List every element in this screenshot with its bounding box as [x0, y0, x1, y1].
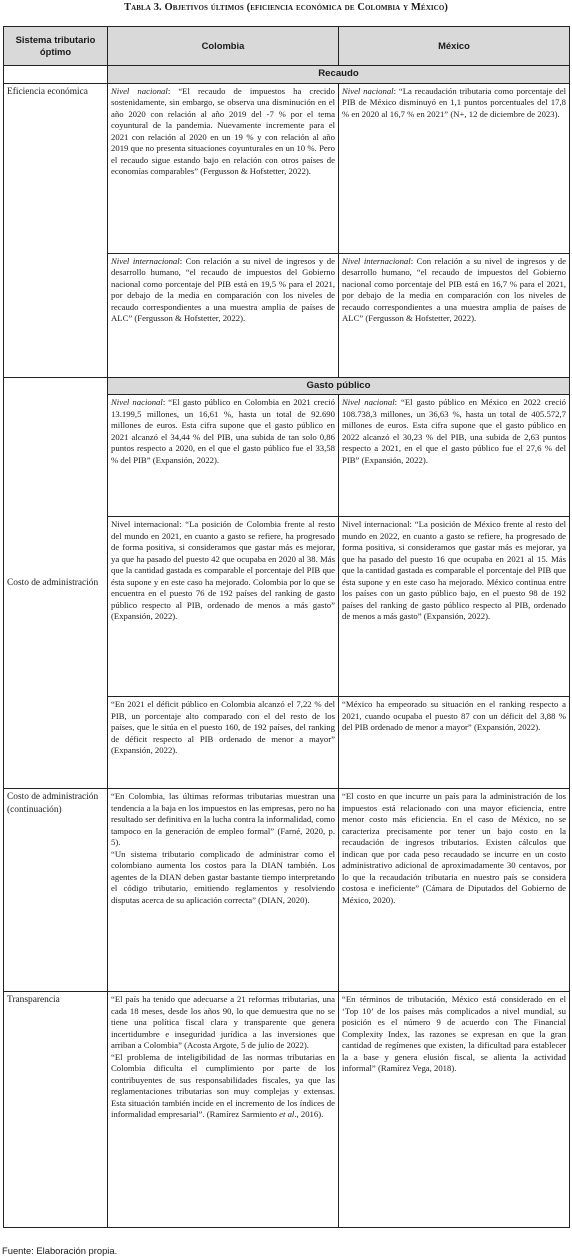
row-label-transparencia: Transparencia	[4, 992, 108, 1228]
section-gasto: Gasto público	[108, 377, 570, 395]
cell-colombia-transparencia	[108, 992, 339, 1228]
cell-mexico-gasto-nacional	[339, 395, 570, 517]
cell-colombia-deficit: “En 2021 el déficit público en Colombia alcanzó el 7,22 % del PIB, un porcentaje alto comparado con el del resto de los países, que le sitúa en el puesto 160, de 192 países, del ranking de déficit respecto al PIB ordenado de menor a mayor” (Expansión, 2022).	[108, 697, 339, 789]
cell-colombia-recaudo-nacional	[108, 83, 339, 253]
cell-colombia-costo	[108, 789, 339, 992]
cell-mexico-recaudo-internacional	[339, 253, 570, 377]
source-note: Fuente: Elaboración propia.	[2, 1245, 118, 1256]
cell-mexico-gasto-internacional: Nivel internacional: “La posición de México frente al resto del mundo en 2022, en cuanto a gasto se refiere, ha progresado de forma positiva, si consideramos que gastar más es mejorar, ya que ha pasado del puesto 16 que ocupaba en 2021 al 15. Más que la cantidad gastada es comparable el porcentaje del PIB que ésta supone y en este caso ha mejorado. México continua entre los países con un gasto público bajo, en el puesto 98 de 192 países del ranking de gasto público respecto al PIB, ordenado de menos a más gasto” (Expansión, 2022).	[339, 517, 570, 697]
cell-text: : Con relación a su nivel de ingresos y de desarrollo humano, “el recaudo de impuestos del Gobierno nacional como porcentaje del PIB está en 16,7 % para el 2021, por debajo de la media en comparación con los niveles de recaudo correspondientes a una muestra amplia de países de ALC” (Fergusson & Hofstetter, 2022).	[342, 255, 566, 324]
paragraph: “Un sistema tributario complicado de administrar como el colombiano aumenta los costos para la DIAN también. Los agentes de la DIAN deben gastar bastante tiempo interpretando el código tributario, emitiendo reglamentos y resolviendo disputas acerca de su aplicación correcta” (DIAN, 2020).	[111, 848, 335, 905]
paragraph: “El país ha tenido que adecuarse a 21 reformas tributarias, una cada 18 meses, desde los años 90, lo que demuestra que no se tiene una política fiscal clara y transparente que genera incertidumbre e inseguridad jurídica a las inversiones que arriban a Colombia” (Acosta Argote, 5 de julio de 2022).	[111, 994, 335, 1051]
cell-text: : “El gasto público en México en 2022 creció 108.738,3 millones, un 36,63 %, hasta un total de 405.572,7 millones de euros. Esta cifra supone que el gasto público en 2022 alcanzó el 30,23 % del PIB, una subida de 2,63 puntos respecto a 2021, en el que el gasto público fue el 27,6 % del PIB” (Expansión, 2022).	[342, 397, 566, 465]
lead-text: Nivel internacional	[342, 255, 411, 266]
header-row	[4, 27, 570, 66]
et-al-text: et al	[279, 1109, 295, 1120]
table-caption: Tabla 3. Objetivos últimos (eficiencia económica de Colombia y México)	[124, 2, 448, 13]
cell-text: “El problema de inteligibilidad de las normas tributarias en Colombia dificulta el cumplimiento por parte de los contribuyentes de sus responsabilidades fiscales, ya que las reglamentaciones tributarias son muy complejas y extensas. Esta situación también incide en el incremento de los índices de informalidad empresarial”. (Ramírez Sarmiento	[111, 1051, 335, 1120]
cell-text: ., 2016).	[294, 1109, 324, 1120]
cell-colombia-gasto-internacional: Nivel internacional: “La posición de Colombia frente al resto del mundo en 2021, en cuanto a gasto se refiere, ha progresado de forma positiva, si consideramos que gastar más es mejorar, ya que ha pasado del puesto 42 que ocupaba en 2020 al 38. Más que la cantidad gastada es comparable el porcentaje del PIB que ésta supone y en este caso ha mejorado. Colombia por lo que se encuentra en el puesto 76 de 192 países del ranking de gasto público respecto al PIB, ordenado de menos a más gasto” (Expansión, 2022).	[108, 517, 339, 697]
cell-text: : “El recaudo de impuestos ha crecido sostenidamente, sin embargo, se observa una disminución en el año 2020 con relación al año 2019 del -7 % por el tema coyuntural de la pandemia. Nuevamente incremente para el 2021 con relación al 2020 en un 19 % y con relación al año 2019 que no presenta situaciones coyunturales en un 10 %. Pero el recaudo sigue estando bajo en relación con otros países de economías comparables” (Fergusson & Hofstetter, 2022).	[111, 85, 335, 177]
lead-text: Nivel nacional	[342, 397, 395, 408]
cell-text: : Con relación a su nivel de ingresos y de desarrollo humano, “el recaudo de impuestos del Gobierno nacional como porcentaje del PIB está en 19,5 % para el 2021, por debajo de la media en comparación con los niveles de recaudo correspondientes a una muestra amplia de países de ALC” (Fergusson & Hofstetter, 2022).	[111, 255, 335, 324]
cell-mexico-costo: “El costo en que incurre un país para la administración de los impuestos está relacionado con una mayor eficiencia, entre menor costo más eficiencia. En el caso de México, no se caracteriza precisamente por tener un bajo costo en la recaudación de ingresos tributarios. Existen cálculos que indican que por cada peso recaudado se incurre en un costo administrativo adicional de aproximadamente 30 centavos, por lo que la recaudación tributaria en nuestro país se considera costosa e ineficiente” (Cámara de Diputados del Gobierno de México, 2020).	[339, 789, 570, 992]
cell-text: : “La recaudación tributaria como porcentaje del PIB de México disminuyó en 1,1 puntos porcentuales del 17,8 % en 2020 al 16,7 % en 2021” (N+, 12 de diciembre de 2023).	[342, 85, 566, 119]
lead-text: Nivel internacional	[111, 255, 180, 266]
lead-text: Nivel nacional	[111, 397, 163, 408]
lead-text: Nivel nacional	[342, 85, 394, 96]
section-row-gasto	[4, 377, 570, 395]
section-recaudo: Recaudo	[108, 66, 570, 84]
header-sistema: Sistema tributario óptimo	[4, 27, 108, 66]
blank-cell	[4, 66, 108, 84]
lead-text: Nivel nacional	[111, 85, 168, 96]
section-row-recaudo	[4, 66, 570, 84]
paragraph: “En Colombia, las últimas reformas tributarias muestran una tendencia a la baja en los impuestos en las empresas, pero no ha resultado ser definitiva en la lucha contra la informalidad, como tampoco en la generación de empleo formal” (Farné, 2020, p. 5).	[111, 791, 335, 848]
cell-mexico-deficit: “México ha empeorado su situación en el ranking respecto a 2021, cuando ocupaba el puesto 87 con un déficit del 3,88 % del PIB ordenado de menor a mayor” (Expansión, 2022).	[339, 697, 570, 789]
cell-text: : “El gasto público en Colombia en 2021 creció 13.199,5 millones, un 16,61 %, hasta un total de 92.690 millones de euros. Esta cifra supone que el gasto público en 2021 alcanzó el 34,44 % del PIB, una subida de tan solo 0,86 puntos respecto a 2020, en el que el gasto público fue el 33,58 % del PIB” (Expansión, 2022).	[111, 397, 335, 465]
cell-mexico-transparencia: “En términos de tributación, México está considerado en el ‘Top 10’ de los países más complicados a nivel mundial, su posición es el número 9 de acuerdo con The Financial Complexity Index, las razones se expresan en que la gran cantidad de regímenes que existen, la dificultad para establecer la a base y genera elusión fiscal, se alienta la actividad informal” (Ramírez Vega, 2018).	[339, 992, 570, 1228]
row-label-costo-continuacion: Costo de administración (continuación)	[4, 789, 108, 992]
table-row	[4, 992, 570, 1228]
cell-colombia-recaudo-internacional	[108, 253, 339, 377]
cell-mexico-recaudo-nacional	[339, 83, 570, 253]
row-label-eficiencia: Eficiencia económica	[4, 83, 108, 377]
objectives-table	[3, 26, 570, 1228]
paragraph	[111, 1052, 335, 1121]
cell-colombia-gasto-nacional	[108, 395, 339, 517]
table-row	[4, 789, 570, 992]
row-label-costo: Costo de administración	[4, 377, 108, 789]
header-colombia: Colombia	[108, 27, 339, 66]
table-row	[4, 83, 570, 253]
header-mexico: México	[339, 27, 570, 66]
